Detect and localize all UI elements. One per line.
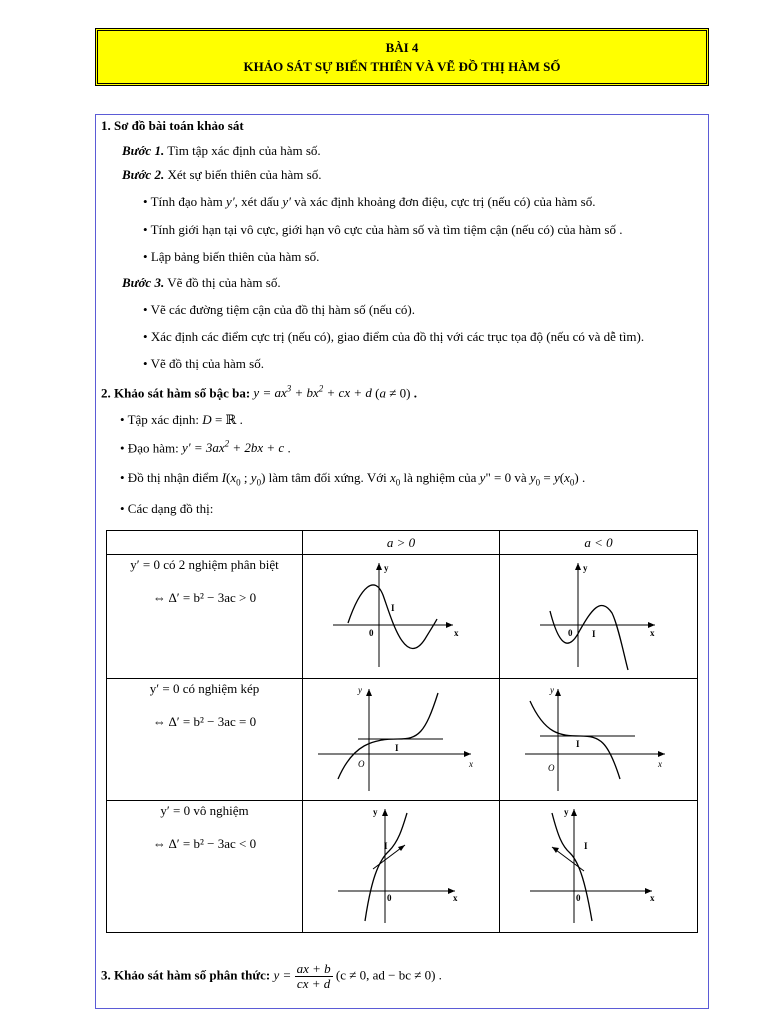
graph-row-no-root: [107, 801, 698, 933]
header-empty: [107, 531, 303, 555]
s2-item-derivative-text: • Đạo hàm:: [120, 440, 182, 456]
step-3-label: Bước 3.: [122, 275, 165, 290]
cond-no-root: [107, 801, 303, 933]
lesson-title: KHẢO SÁT SỰ BIẾN THIÊN VÀ VẼ ĐỒ THỊ HÀM SỐ: [243, 59, 561, 74]
graph-cell-no-root-neg: [500, 801, 698, 933]
graph-table-header: [107, 531, 698, 555]
rational-formula: y = $\frac{ax + b}{cx + d}$: [273, 961, 331, 991]
axis-y-label-r1n: y: [583, 563, 588, 573]
section-3-condition: (c ≠ 0, ad − bc ≠ 0) .: [332, 967, 442, 983]
cond-two-roots-b: ⇔ Δ′ = b² − 3ac > 0: [152, 590, 257, 605]
step-2: [122, 167, 321, 183]
graph-double-root-neg: [500, 679, 697, 795]
section-2-title-text: 2. Khảo sát hàm số bậc ba:: [101, 385, 254, 401]
origin-label-r2p: O: [358, 759, 365, 769]
axis-y-label-r1p: y: [384, 563, 389, 573]
graph-cell-double-root-pos: [303, 679, 500, 801]
lesson-number: BÀI 4: [385, 40, 419, 55]
step-2-item-2-text: Tính giới hạn tại vô cực, giới hạn vô cực của hàm số và tìm tiệm cận (nếu có) của hàm số .: [150, 222, 623, 237]
origin-label-r2n: O: [548, 763, 555, 773]
step-3-item-3: • Vẽ đồ thị của hàm số.: [143, 356, 264, 371]
step-1-text: Tìm tập xác định của hàm số.: [164, 143, 321, 158]
step-2-label: Bước 2.: [122, 167, 165, 182]
axis-x-label-r1p: x: [454, 628, 459, 638]
inflection-label-r3n: I: [584, 841, 588, 851]
section-3-title-text: 3. Khảo sát hàm số phân thức:: [101, 967, 274, 983]
graph-table: [106, 530, 698, 933]
step-2-text: Xét sự biến thiên của hàm số.: [164, 167, 322, 182]
header-a-positive: a > 0: [303, 531, 500, 555]
axis-x-label-r2n: x: [658, 759, 662, 769]
formula-yprime-2: y′: [282, 194, 291, 209]
axis-y-label-r2n: y: [550, 685, 554, 695]
inflection-label-r2n: I: [576, 739, 580, 749]
inflection-label-r1p: I: [391, 603, 395, 613]
step-1: [122, 143, 321, 159]
step-2-item-1-b: , xét dấu: [234, 194, 283, 209]
origin-label-r1p: 0: [369, 628, 374, 638]
step-2-item-3: • Lập bảng biến thiên của hàm số.: [143, 249, 320, 264]
cond-two-roots-a: y′ = 0 có 2 nghiệm phân biệt: [130, 557, 279, 572]
step-2-item-2: • Tính giới hạn tại vô cực, giới hạn vô cực của hàm số và tìm tiệm cận (nếu có) của hàm số .: [143, 222, 623, 237]
s2-item-symmetry-a: • Đồ thị nhận điểm: [120, 470, 222, 485]
s2-item-domain: • Tập xác định: D = ℝ .: [120, 412, 243, 427]
s2-item-symmetry: • Đồ thị nhận điểm $I(x_0$ ; $y_0$) làm tâm đối xứng. Với $x_0$ là nghiệm của y" = 0 và $y_0 = y(x_0)$ .: [120, 470, 586, 488]
s2-item-graph-types: • Các dạng đồ thị:: [120, 501, 214, 516]
cond-no-root-a: y′ = 0 vô nghiệm: [160, 803, 249, 818]
step-3-text: Vẽ đồ thị của hàm số.: [164, 275, 281, 290]
graph-row-two-roots: [107, 555, 698, 679]
axis-y-label-r2p: y: [358, 685, 362, 695]
cond-double-root-b: ⇔ Δ′ = b² − 3ac = 0: [152, 714, 257, 729]
step-3-item-3-text: Vẽ đồ thị của hàm số.: [150, 356, 264, 371]
axis-x-label-r2p: x: [469, 759, 473, 769]
graph-two-roots-pos: [303, 555, 499, 673]
graph-no-root-neg: [500, 801, 697, 927]
cond-double-root: [107, 679, 303, 801]
graph-cell-two-roots-pos: [303, 555, 500, 679]
origin-label-r3n: 0: [576, 893, 581, 903]
cond-two-roots: [107, 555, 303, 679]
origin-label-r1n: 0: [568, 628, 573, 638]
axis-x-label-r3n: x: [650, 893, 655, 903]
graph-double-root-pos: [303, 679, 499, 795]
graph-two-roots-neg: [500, 555, 697, 673]
step-2-item-1: • Tính đạo hàm y′, xét dấu y′ và xác định khoảng đơn điệu, cực trị (nếu có) của hàm số.: [143, 194, 596, 209]
inflection-label-r3p: I: [384, 841, 388, 851]
section-2-title: 2. Khảo sát hàm số bậc ba: $y = ax^3 + bx^2$ + cx + d (a ≠ 0) .: [101, 384, 417, 401]
step-3: [122, 275, 281, 291]
step-2-item-1-c: và xác định khoảng đơn điệu, cực trị (nếu có) của hàm số.: [290, 194, 596, 209]
axis-y-label-r3p: y: [373, 807, 378, 817]
header-a-negative: a < 0: [500, 531, 698, 555]
formula-yprime: y′: [226, 194, 235, 209]
step-2-item-1-a: Tính đạo hàm: [150, 194, 227, 209]
step-3-item-2-text: Xác định các điểm cực trị (nếu có), giao điểm của đồ thị với các trục tọa độ (nếu có và dễ tìm).: [150, 329, 645, 344]
section-1-title: 1. Sơ đồ bài toán khảo sát: [101, 118, 244, 133]
cond-double-root-a: y′ = 0 có nghiệm kép: [149, 681, 260, 696]
axis-x-label-r3p: x: [453, 893, 458, 903]
axis-y-label-r3n: y: [564, 807, 569, 817]
graph-row-double-root: [107, 679, 698, 801]
s2-item-symmetry-c: là nghiệm của: [400, 470, 480, 485]
inflection-label-r2p: I: [395, 743, 399, 753]
step-1-label: Bước 1.: [122, 143, 165, 158]
step-3-item-1: • Vẽ các đường tiệm cận của đồ thị hàm số (nếu có).: [143, 302, 416, 317]
lesson-header: [95, 28, 709, 86]
graph-cell-no-root-pos: [303, 801, 500, 933]
s2-item-domain-text: • Tập xác định:: [120, 412, 203, 427]
cubic-formula: $y = ax^3 + bx^2$ + cx + d: [253, 384, 372, 401]
step-2-item-3-text: Lập bảng biến thiên của hàm số.: [150, 249, 320, 264]
s2-item-symmetry-b: làm tâm đối xứng. Với: [265, 470, 390, 485]
step-3-item-1-text: Vẽ các đường tiệm cận của đồ thị hàm số (nếu có).: [150, 302, 416, 317]
cond-no-root-b: ⇔ Δ′ = b² − 3ac < 0: [152, 836, 257, 851]
s2-item-derivative: • Đạo hàm: $y' = 3ax^2 + 2bx + c$ .: [120, 439, 291, 456]
graph-cell-two-roots-neg: [500, 555, 698, 679]
inflection-label-r1n: I: [592, 629, 596, 639]
axis-x-label-r1n: x: [650, 628, 655, 638]
section-3-title: [101, 962, 442, 991]
s2-item-symmetry-d: và: [511, 470, 530, 485]
origin-label-r3p: 0: [387, 893, 392, 903]
graph-cell-double-root-neg: [500, 679, 698, 801]
step-3-item-2: • Xác định các điểm cực trị (nếu có), giao điểm của đồ thị với các trục tọa độ (nếu có và dễ tìm).: [143, 329, 645, 344]
graph-no-root-pos: [303, 801, 499, 927]
